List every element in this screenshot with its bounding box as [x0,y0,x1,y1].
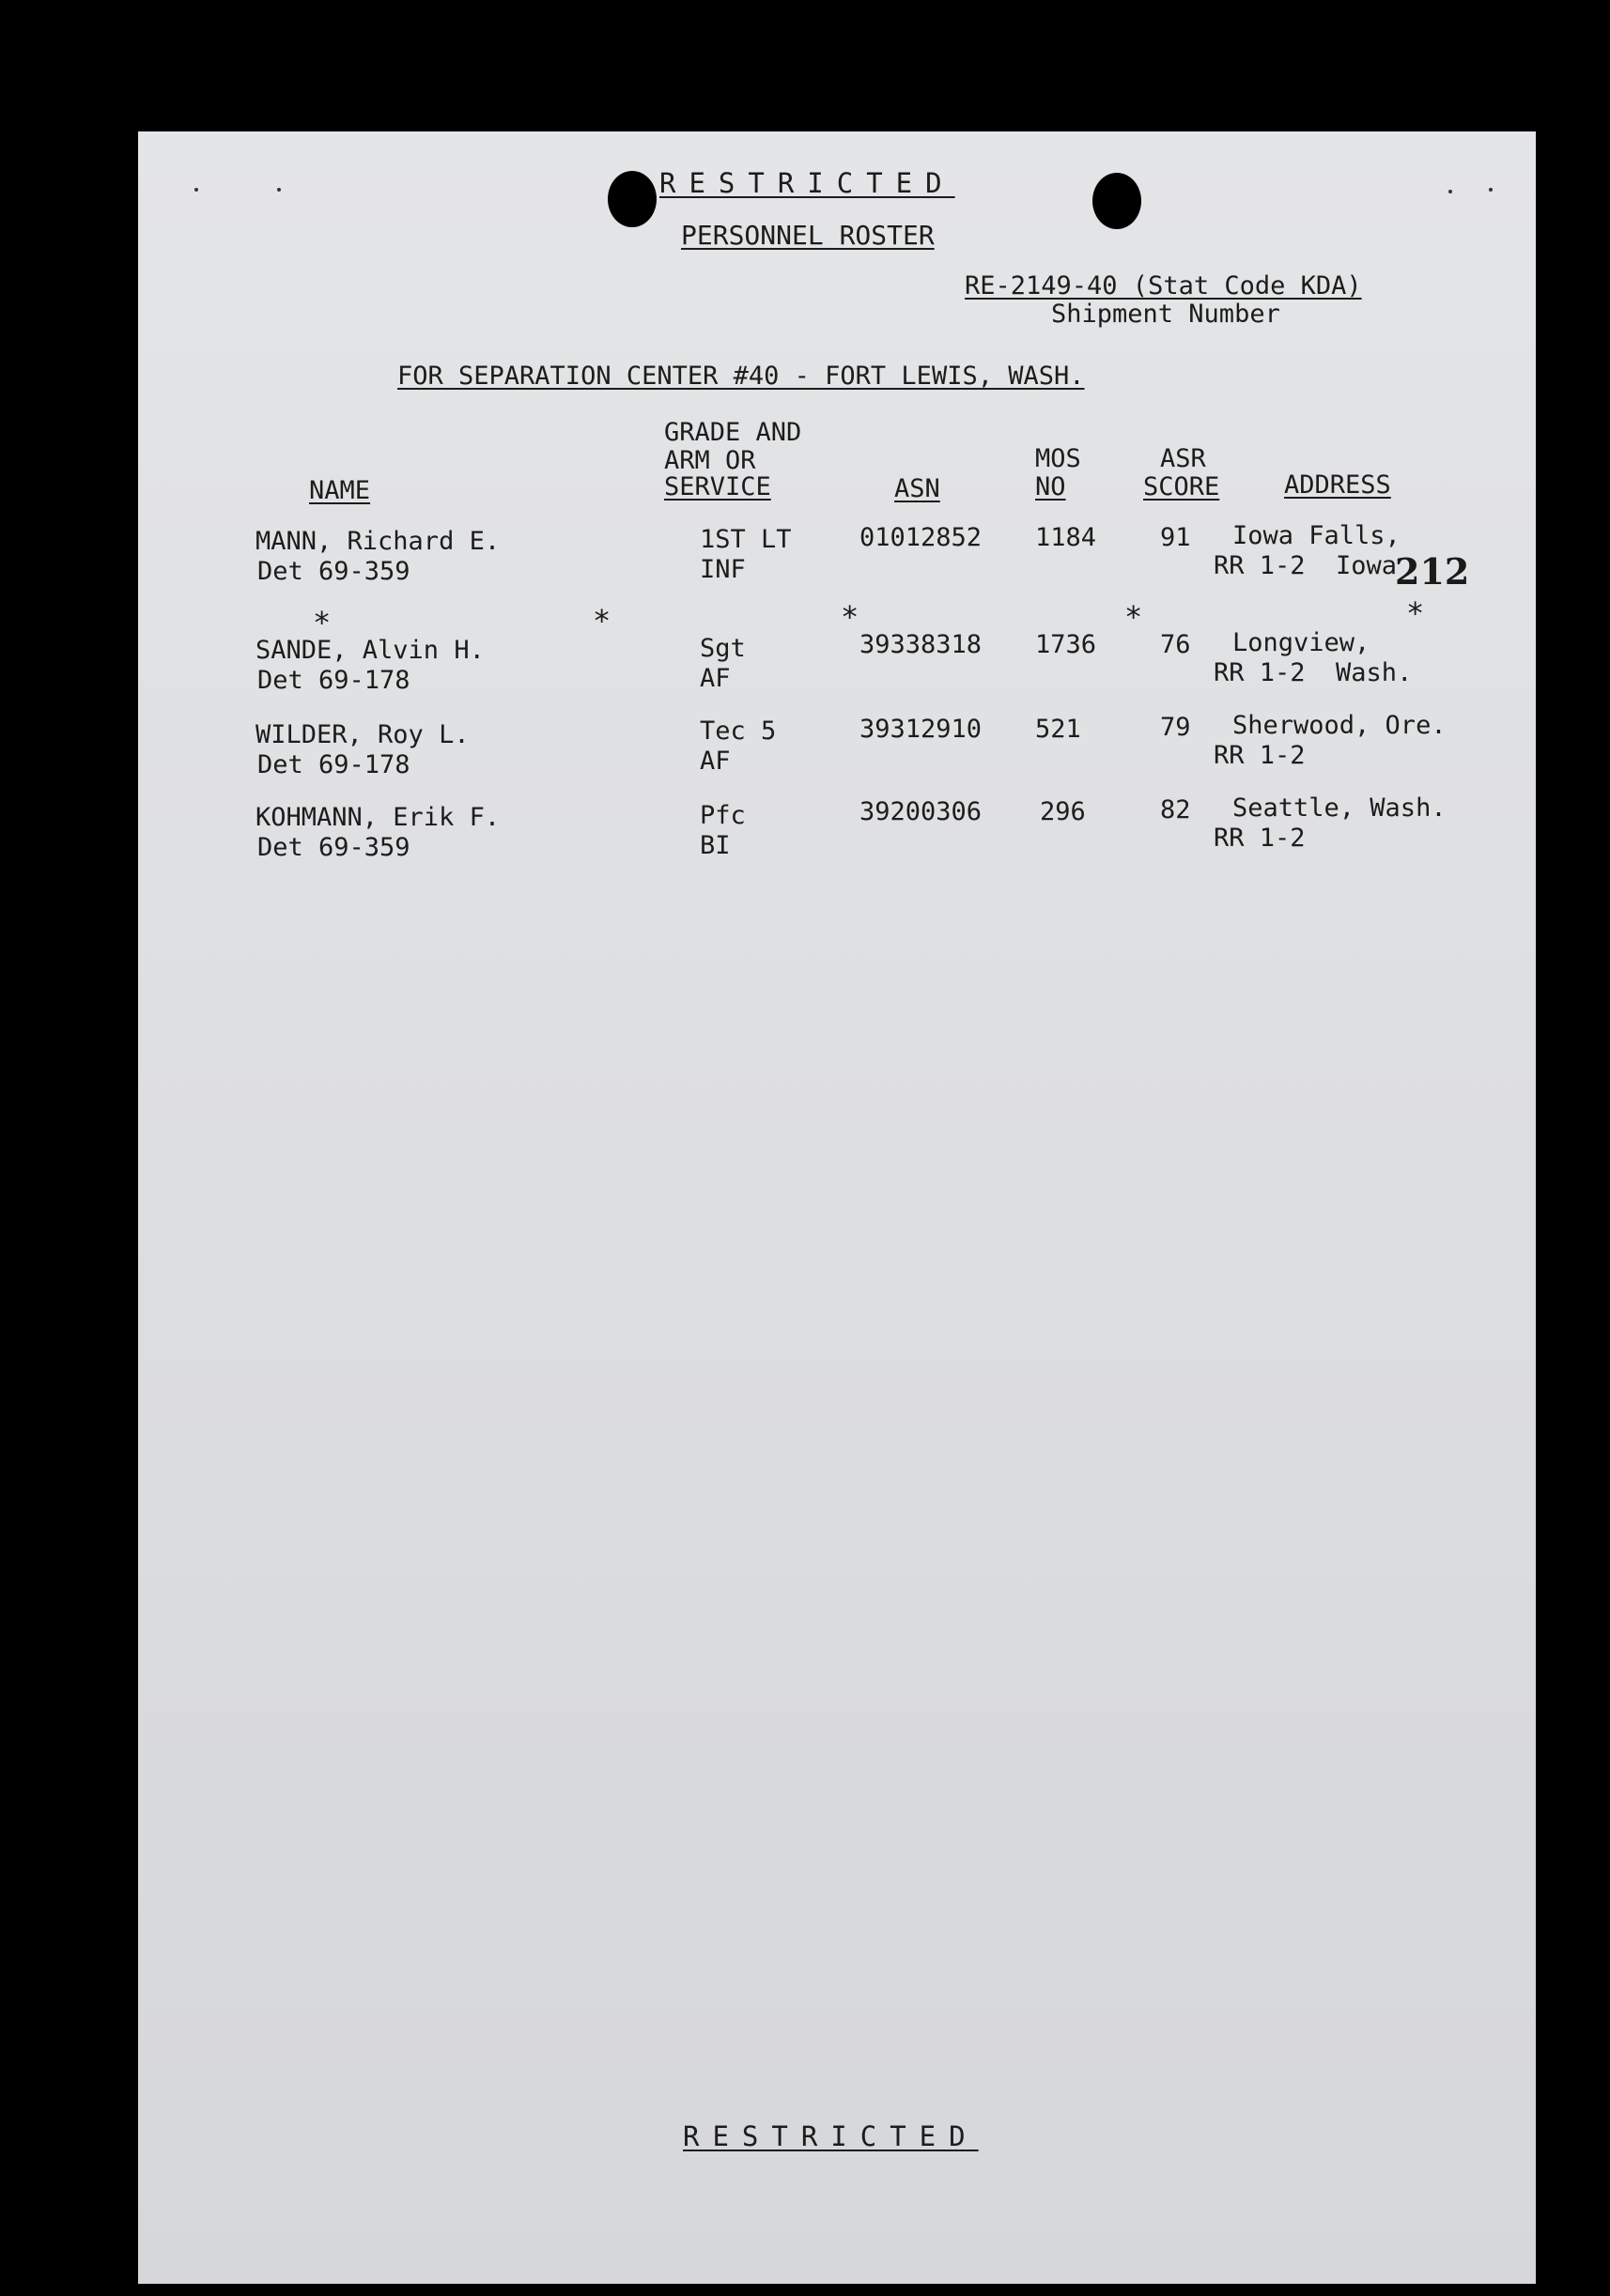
page-number: 212 [1395,550,1470,593]
speck [277,188,281,192]
row1-score: 91 [1160,523,1191,552]
row1-service: INF [700,555,746,584]
row4-asn: 39200306 [859,797,983,826]
row3-det: Det 69-178 [257,750,410,779]
row1-grade: 1ST LT [700,525,792,554]
row4-address-1: Seattle, Wash. [1232,794,1447,823]
row3-address-1: Sherwood, Ore. [1232,711,1447,740]
row2-score: 76 [1160,630,1191,659]
col-header-address: ADDRESS [1284,470,1391,500]
separator-star: * [1124,599,1143,635]
row2-grade: Sgt [700,634,746,663]
separator-star: * [841,599,859,635]
row4-address-2: RR 1-2 [1214,824,1306,853]
document-page [138,131,1536,2284]
row2-address-1: Longview, [1232,628,1370,657]
row4-mos: 296 [1040,797,1086,826]
row2-mos: 1736 [1035,630,1097,659]
row4-service: BI [700,831,731,860]
row3-service: AF [700,747,731,776]
row2-det: Det 69-178 [257,666,410,695]
col-header-asr-2: SCORE [1143,472,1220,501]
row4-name: KOHMANN, Erik F. [255,803,501,832]
separator-star: * [593,603,611,639]
row3-grade: Tec 5 [700,717,777,746]
row3-asn: 39312910 [859,715,983,744]
col-header-grade-2: ARM OR [664,446,756,475]
col-header-grade-3: SERVICE [664,472,771,501]
row2-name: SANDE, Alvin H. [255,636,485,665]
row2-service: AF [700,664,731,693]
col-header-asr-1: ASR [1160,444,1206,473]
shipment-code: RE-2149-40 (Stat Code KDA) [965,271,1362,300]
row2-address-2: RR 1-2 Wash. [1214,658,1413,687]
row1-det: Det 69-359 [257,557,410,586]
row1-address-1: Iowa Falls, [1232,521,1401,550]
row3-address-2: RR 1-2 [1214,741,1306,770]
shipment-label: Shipment Number [1051,300,1280,329]
speck [1448,190,1452,193]
row3-score: 79 [1160,713,1191,742]
punch-hole-right [1092,173,1141,229]
col-header-grade-1: GRADE AND [664,418,802,447]
destination-line: FOR SEPARATION CENTER #40 - FORT LEWIS, WASH. [397,362,1085,391]
separator-star: * [313,605,332,640]
row4-det: Det 69-359 [257,833,410,862]
classification-bottom: RESTRICTED [683,2120,979,2152]
col-header-mos-1: MOS [1035,444,1081,473]
document-title: PERSONNEL ROSTER [681,220,935,251]
classification-top: RESTRICTED [659,167,955,199]
row1-name: MANN, Richard E. [255,527,501,556]
speck [194,188,198,192]
row3-mos: 521 [1035,715,1081,744]
separator-star: * [1406,595,1425,631]
row3-name: WILDER, Roy L. [255,720,470,749]
row2-asn: 39338318 [859,630,983,659]
row4-grade: Pfc [700,801,746,830]
row4-score: 82 [1160,795,1191,824]
row1-mos: 1184 [1035,523,1097,552]
row1-asn: 01012852 [859,523,983,552]
speck [1489,188,1493,192]
col-header-name: NAME [309,476,371,505]
punch-hole-left [608,171,657,227]
row1-address-2: RR 1-2 Iowa [1214,551,1398,580]
col-header-asn: ASN [894,474,940,503]
col-header-mos-2: NO [1035,472,1066,501]
